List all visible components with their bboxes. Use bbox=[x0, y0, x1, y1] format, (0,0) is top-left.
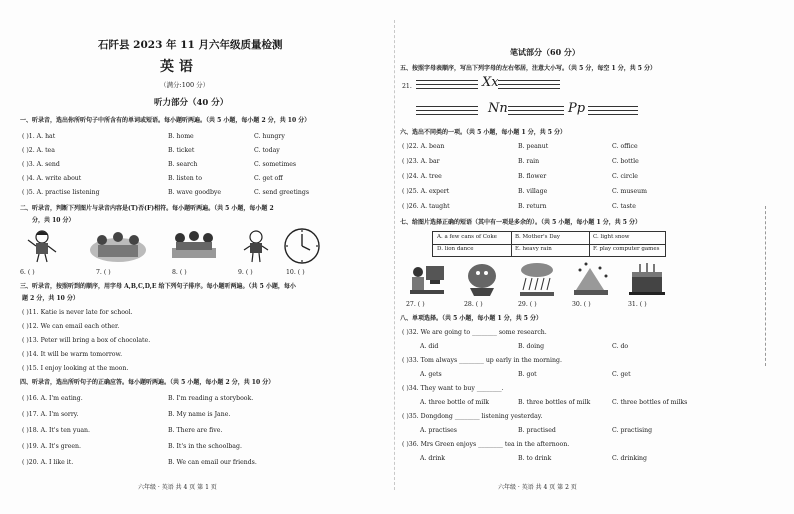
q4-item-16-a: ( )16. A. I'm eating. bbox=[22, 395, 83, 402]
exam-title: 石阡县 2023 年 11 月六年级质量检测 bbox=[98, 39, 283, 51]
q7-label-30: 30. ( ) bbox=[572, 301, 591, 308]
q7-option-b: B. Mother's Day bbox=[515, 234, 560, 240]
q7-options-table bbox=[432, 231, 666, 257]
q2-heading-cont: 分，共 10 分） bbox=[32, 217, 75, 224]
footer-right: 六年级 · 英语 共 4 页 第 2 页 bbox=[498, 484, 577, 491]
q1-item-4-a: ( )4. A. write about bbox=[22, 175, 82, 182]
q6-item-23-b: B. rain bbox=[518, 158, 540, 165]
q8-item-33-question: ( )33. Tom always ________ up early in the morning. bbox=[402, 357, 562, 364]
subject-title: 英 语 bbox=[160, 59, 193, 75]
q7-option-a: A. a few cans of Coke bbox=[437, 234, 497, 240]
footer-left: 六年级 · 英语 共 4 页 第 1 页 bbox=[138, 484, 217, 491]
q4-item-20-b: B. We can email our friends. bbox=[168, 459, 257, 466]
q6-item-26-c: C. taste bbox=[612, 203, 636, 210]
q2-label-7: 7. ( ) bbox=[96, 269, 111, 276]
q1-item-3-b: B. search bbox=[168, 161, 198, 168]
q6-item-22-a: ( )22. A. bean bbox=[402, 143, 445, 150]
picture-7-group-icon bbox=[88, 228, 148, 264]
q5-heading: 五、按照字母表顺序，写出下列字母的左右邻居，注意大小写。（共 5 分，每空 1 分，共 5 分） bbox=[400, 65, 657, 72]
full-score: （满分:100 分） bbox=[160, 81, 210, 89]
q1-item-4-c: C. get off bbox=[254, 175, 283, 182]
q7-option-c: C. light snow bbox=[593, 234, 630, 240]
q8-item-32-a: A. did bbox=[420, 343, 439, 350]
q1-item-2-c: C. today bbox=[254, 147, 280, 154]
q8-item-36-a: A. drink bbox=[420, 455, 446, 462]
q1-item-5-b: B. wave goodbye bbox=[168, 189, 222, 196]
q8-item-33-c: C. get bbox=[612, 371, 631, 378]
q1-heading: 一、听录音，选出你所听句子中所含有的单词或短语。每小题听两遍。（共 5 小题，每小题 2 分，共 10 分） bbox=[20, 117, 311, 124]
q5-number: 21. bbox=[402, 83, 412, 90]
picture-8-family-icon bbox=[166, 228, 222, 264]
q8-item-32-b: B. doing bbox=[518, 343, 545, 350]
q6-item-25-c: C. museum bbox=[612, 188, 647, 195]
q2-label-9: 9. ( ) bbox=[238, 269, 253, 276]
q6-item-22-b: B. peanut bbox=[518, 143, 549, 150]
q4-item-18-a: ( )18. A. It's ten yuan. bbox=[22, 427, 90, 434]
q8-item-34-a: A. three bottle of milk bbox=[420, 399, 489, 406]
q7-label-31: 31. ( ) bbox=[628, 301, 647, 308]
q6-item-23-a: ( )23. A. bar bbox=[402, 158, 440, 165]
written-section-title: 笔试部分（60 分） bbox=[510, 47, 580, 57]
q6-item-23-c: C. bottle bbox=[612, 158, 639, 165]
q6-item-25-b: B. village bbox=[518, 188, 548, 195]
q8-item-33-b: B. got bbox=[518, 371, 537, 378]
q8-item-34-question: ( )34. They want to buy ________. bbox=[402, 385, 504, 392]
q5-letter-pp: Pp bbox=[568, 101, 586, 116]
q3-item-15: ( )15. I enjoy looking at the moon. bbox=[22, 365, 129, 372]
q8-item-36-question: ( )36. Mrs Green enjoys ________ tea in the afternoon. bbox=[402, 441, 570, 448]
q6-item-25-a: ( )25. A. expert bbox=[402, 188, 450, 195]
q4-item-19-a: ( )19. A. It's green. bbox=[22, 443, 81, 450]
q7-label-29: 29. ( ) bbox=[518, 301, 537, 308]
q6-heading: 六、选出不同类的一项。（共 5 小题，每小题 1 分，共 5 分） bbox=[400, 129, 567, 136]
q1-item-5-a: ( )5. A. practise listening bbox=[22, 189, 100, 196]
q4-item-17-b: B. My name is Jane. bbox=[168, 411, 231, 418]
q6-item-26-b: B. return bbox=[518, 203, 547, 210]
picture-29-rain-icon bbox=[516, 260, 558, 298]
picture-28-lion-dance-icon bbox=[462, 260, 504, 298]
q1-item-2-a: ( )2. A. tea bbox=[22, 147, 55, 154]
q8-item-35-b: B. practised bbox=[518, 427, 556, 434]
q8-item-36-c: C. drinking bbox=[612, 455, 648, 462]
q6-item-22-c: C. office bbox=[612, 143, 638, 150]
q8-item-35-question: ( )35. Dongdong ________ listening yesterday. bbox=[402, 413, 543, 420]
q2-heading: 二、听录音，判断下列图片与录音内容是(T)否(F)相符。每小题听两遍。（共 5 小题，每小题 2 bbox=[20, 205, 274, 212]
q1-item-3-a: ( )3. A. send bbox=[22, 161, 60, 168]
q2-label-6: 6. ( ) bbox=[20, 269, 35, 276]
q1-item-3-c: C. sometimes bbox=[254, 161, 297, 168]
q4-item-16-b: B. I'm reading a storybook. bbox=[168, 395, 254, 402]
q3-item-11: ( )11. Katie is never late for school. bbox=[22, 309, 133, 316]
q3-heading-cont: 题 2 分，共 10 分） bbox=[22, 295, 79, 302]
q6-item-24-b: B. flower bbox=[518, 173, 547, 180]
q6-item-26-a: ( )26. A. taught bbox=[402, 203, 450, 210]
q1-item-4-b: B. listen to bbox=[168, 175, 202, 182]
q7-label-27: 27. ( ) bbox=[406, 301, 425, 308]
q7-label-28: 28. ( ) bbox=[464, 301, 483, 308]
q8-item-32-question: ( )32. We are going to ________ some research. bbox=[402, 329, 547, 336]
picture-30-snow-icon bbox=[570, 260, 612, 298]
q5-letter-nn: Nn bbox=[488, 101, 508, 116]
q8-heading: 八、单项选择。（共 5 小题，每小题 1 分，共 5 分） bbox=[400, 315, 543, 322]
q3-item-14: ( )14. It will be warm tomorrow. bbox=[22, 351, 123, 358]
q8-item-35-a: A. practises bbox=[420, 427, 457, 434]
q2-label-8: 8. ( ) bbox=[172, 269, 187, 276]
q8-item-36-b: B. to drink bbox=[518, 455, 552, 462]
q5-letter-xx: Xx bbox=[482, 75, 499, 90]
q3-heading: 三、听录音，按照听到的顺序，用字母 A,B,C,D,E 给下列句子排序。每小题听两遍。（共 5 小题，每小 bbox=[20, 283, 296, 290]
q8-item-34-b: B. three bottles of milk bbox=[518, 399, 591, 406]
q7-option-d: D. lion dance bbox=[437, 246, 474, 252]
listening-section-title: 听力部分（40 分） bbox=[154, 98, 229, 108]
q1-item-5-c: C. send greetings bbox=[254, 189, 310, 196]
page-divider bbox=[394, 20, 395, 490]
binding-margin bbox=[765, 206, 776, 366]
q8-item-33-a: A. gets bbox=[420, 371, 442, 378]
q7-heading: 七、给图片选择正确的短语（其中有一项是多余的）。（共 5 小题，每小题 1 分，共 5 分） bbox=[400, 219, 642, 226]
picture-10-clock-icon bbox=[282, 226, 322, 266]
q1-item-1-b: B. home bbox=[168, 133, 194, 140]
q1-item-2-b: B. ticket bbox=[168, 147, 195, 154]
q4-item-18-b: B. There are five. bbox=[168, 427, 223, 434]
q3-item-12: ( )12. We can email each other. bbox=[22, 323, 120, 330]
q6-item-24-c: C. circle bbox=[612, 173, 638, 180]
q8-item-35-c: C. practising bbox=[612, 427, 653, 434]
page-right bbox=[398, 26, 778, 491]
q8-item-32-c: C. do bbox=[612, 343, 629, 350]
picture-6-boy-icon bbox=[22, 228, 62, 264]
q1-item-1-c: C. hungry bbox=[254, 133, 285, 140]
q1-item-1-a: ( )1. A. hat bbox=[22, 133, 56, 140]
q6-item-24-a: ( )24. A. tree bbox=[402, 173, 442, 180]
q7-option-e: E. heavy rain bbox=[515, 246, 552, 252]
q4-item-20-a: ( )20. A. I like it. bbox=[22, 459, 74, 466]
q3-item-13: ( )13. Peter will bring a box of chocolate. bbox=[22, 337, 151, 344]
picture-31-cake-icon bbox=[626, 260, 668, 298]
q4-item-17-a: ( )17. A. I'm sorry. bbox=[22, 411, 79, 418]
q7-option-f: F. play computer games bbox=[593, 246, 660, 252]
q2-label-10: 10. ( ) bbox=[286, 269, 305, 276]
q4-item-19-b: B. It's in the schoolbag. bbox=[168, 443, 242, 450]
q4-heading: 四、听录音，选出所听句子的正确应答。每小题听两遍。（共 5 小题，每小题 2 分，共 10 分） bbox=[20, 379, 275, 386]
page-left bbox=[18, 26, 398, 491]
picture-9-kid-icon bbox=[236, 228, 276, 264]
q8-item-34-c: C. three bottles of milks bbox=[612, 399, 688, 406]
picture-27-computer-icon bbox=[406, 260, 448, 298]
